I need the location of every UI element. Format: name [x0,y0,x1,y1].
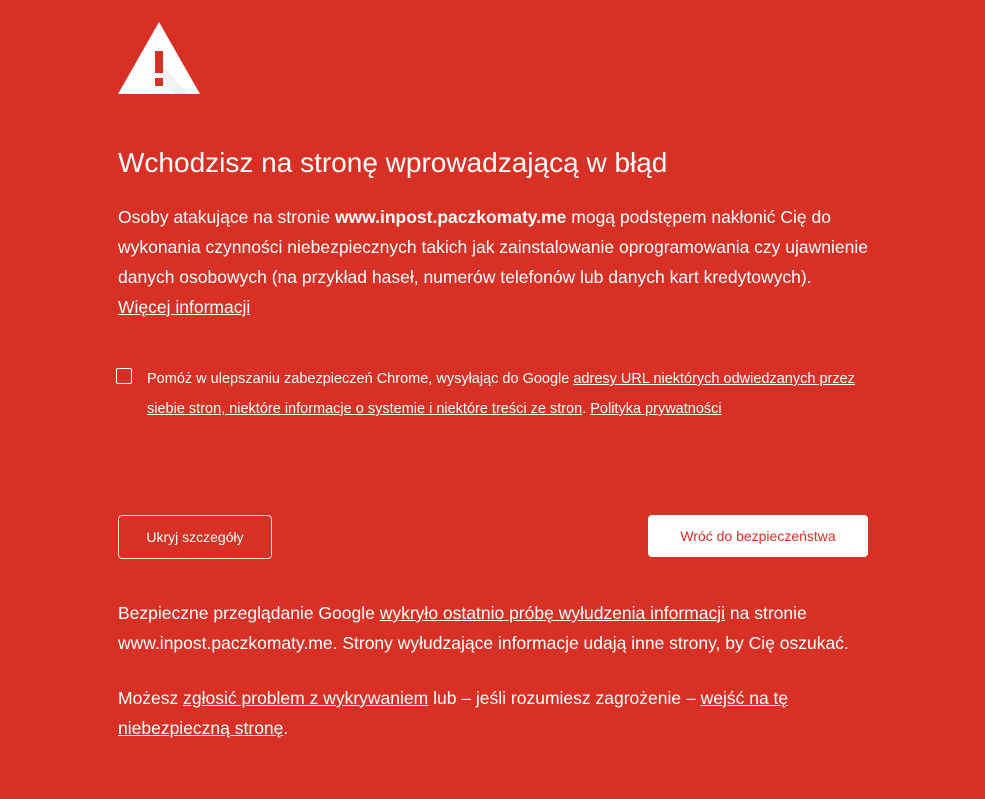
optin-label [147,364,862,424]
details-p2-middle: lub – jeśli rozumiesz zagrożenie – [428,688,701,708]
optin-checkbox[interactable] [116,368,132,384]
warning-triangle-icon [118,22,200,94]
details-paragraph-phishing [118,598,873,658]
main-message [118,202,868,322]
site-domain: www.inpost.paczkomaty.me [334,207,567,227]
message-rest: mogą podstępem nakłonić Cię do wykonania czynności niebezpiecznych takich jak zainstalowanie oprogramowania czy ujawnienie danych osobowych (na przykład haseł, numerów telefonów lub danych kart kredytowych). [118,207,868,287]
details-section [118,598,873,768]
details-p2-before: Możesz [118,688,184,708]
details-paragraph-actions [118,683,873,743]
optin-text-before: Pomóż w ulepszaniu zabezpieczeń Chrome, wysyłając do Google [147,371,574,387]
report-problem-link[interactable]: zgłosić problem z wykrywaniem [183,688,429,708]
optin-separator: . [582,401,591,417]
optin-urls-link[interactable]: adresy URL niektórych odwiedzanych przez siebie stron, niektóre informacje o systemie i niektóre treści ze stron [147,371,855,417]
page-title: Wchodzisz na stronę wprowadzającą w błąd [118,147,668,178]
phishing-detected-link[interactable]: wykryło ostatnio próbę wyłudzenia informacji [379,603,726,623]
proceed-unsafe-link[interactable]: wejść na tę niebezpieczną stronę [118,688,789,738]
details-p1-after: na stronie www.inpost.paczkomaty.me. Strony wyłudzające informacje udają inne strony, by Cię oszukać. [118,603,849,653]
privacy-policy-link[interactable]: Polityka prywatności [590,401,722,417]
back-to-safety-button[interactable]: Wróć do bezpieczeństwa [648,515,868,557]
learn-more-link[interactable]: Więcej informacji [118,297,251,317]
hide-details-button[interactable]: Ukryj szczegóły [118,515,272,559]
message-intro: Osoby atakujące na stronie [118,207,335,227]
details-p2-after: . [283,718,289,738]
details-p1-before: Bezpieczne przeglądanie Google [118,603,380,623]
